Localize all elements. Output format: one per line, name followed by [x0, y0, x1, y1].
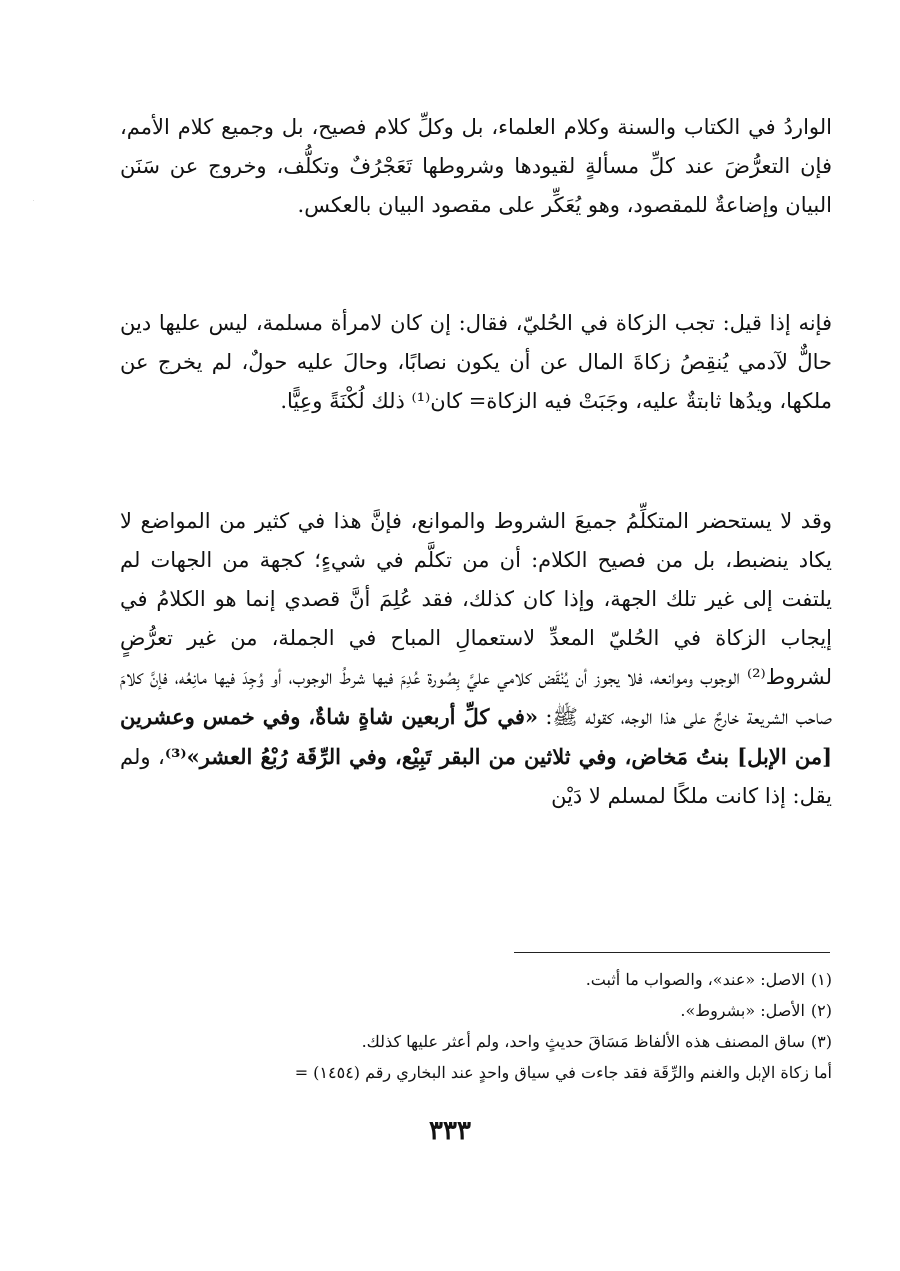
footnote-2	[120, 995, 832, 1026]
footnote-separator	[514, 952, 830, 953]
page-number: ٣٣٣	[429, 1116, 471, 1146]
footnote-3-continuation	[120, 1057, 832, 1088]
hadith-quote: «في كلِّ أربعين شاةٍ شاةٌ، وفي خمس وعشرين [من الإبل] بنتُ مَخاض، وفي ثلاثين من البقر تَبِيْع، وفي الرِّقَة رُبْعُ العشر»⁽³⁾	[120, 704, 833, 769]
paragraph-3-part-1: وقد لا يستحضر المتكلِّمُ جميعَ الشروط والموانع، فإنَّ هذا في كثير من المواضع لا يكاد ينضبط، بل من فصيح الكلام: أن من تكلَّم في شيءٍ؛ كجهة من الجهات لم يلتفت إلى غير تلك الجهة، وإذا كان كذلك، فقد عُلِمَ أنَّ قصدي إنما هو الكلامُ في إيجاب الزكاة في الحُليّ المعدِّ لاستعمالِ المباح في الجملة، من غير تعرُّضٍ لشروط⁽²⁾ الوجوب وموانعه، فلا يجوز أن يُنْقَض كلامي عليَّ بِصُورة عُدِمَ فيها شرطُ الوجوب، أو وُجِدَ فيها مانِعُه، فإنَّ كلامَ صاحب الشريعة خارجٌ على هذا الوجه، كقوله ﷺ:	[120, 509, 833, 729]
paragraph-3-part-2: ، ولم يقل: إذا كانت ملكًا لمسلم لا دَيْن	[120, 745, 832, 808]
footnote-3-number: (٣)	[810, 1032, 832, 1051]
footnote-2-number: (٢)	[810, 1001, 832, 1020]
paragraph-3	[120, 502, 832, 816]
margin-mark	[33, 200, 34, 201]
footnotes	[120, 964, 832, 1088]
footnote-3-text: ساق المصنف هذه الألفاظ مَسَاقَ حديثٍ واحد، ولم أعثر عليها كذلك.	[361, 1032, 805, 1051]
footnote-1	[120, 964, 832, 995]
paragraph-1-text: الواردُ في الكتاب والسنة وكلام العلماء، بل وكلِّ كلام فصيح، بل وجميع كلام الأمم، فإن التعرُّضَ عند كلِّ مسألةٍ لقيودها وشروطها تَعَجْرُفٌ وتكلُّف، وخروج عن سَنَن البيان وإضاعةٌ للمقصود، وهو يُعَكِّر على مقصود البيان بالعكس.	[120, 115, 832, 217]
paragraph-1	[120, 108, 832, 225]
footnote-1-number: (١)	[810, 970, 832, 989]
footnote-1-text: الاصل: «عند»، والصواب ما أثبت.	[585, 970, 805, 989]
footnote-3-continuation-text: أما زكاة الإبل والغنم والرِّقَة فقد جاءت في سياق واحدٍ عند البخاري رقم (١٤٥٤) =	[294, 1063, 832, 1082]
footnote-2-text: الأصل: «بشروط».	[680, 1001, 805, 1020]
paragraph-2	[120, 304, 832, 421]
paragraph-3-text	[120, 502, 832, 816]
paragraph-2-text: فإنه إذا قيل: تجب الزكاة في الحُليّ، فقال: إن كان لامرأة مسلمة، ليس عليها دين حالٌّ لآدمي يُنقِصُ زكاةَ المال عن أن يكون نصابًا، وحالَ عليه حولٌ، لم يخرج عن ملكها، ويدُها ثابتةٌ عليه، وجَبَتْ فيه الزكاة= كان⁽¹⁾ ذلك لُكْنَةً وعِيًّا.	[120, 311, 832, 413]
footnote-3	[120, 1026, 832, 1057]
